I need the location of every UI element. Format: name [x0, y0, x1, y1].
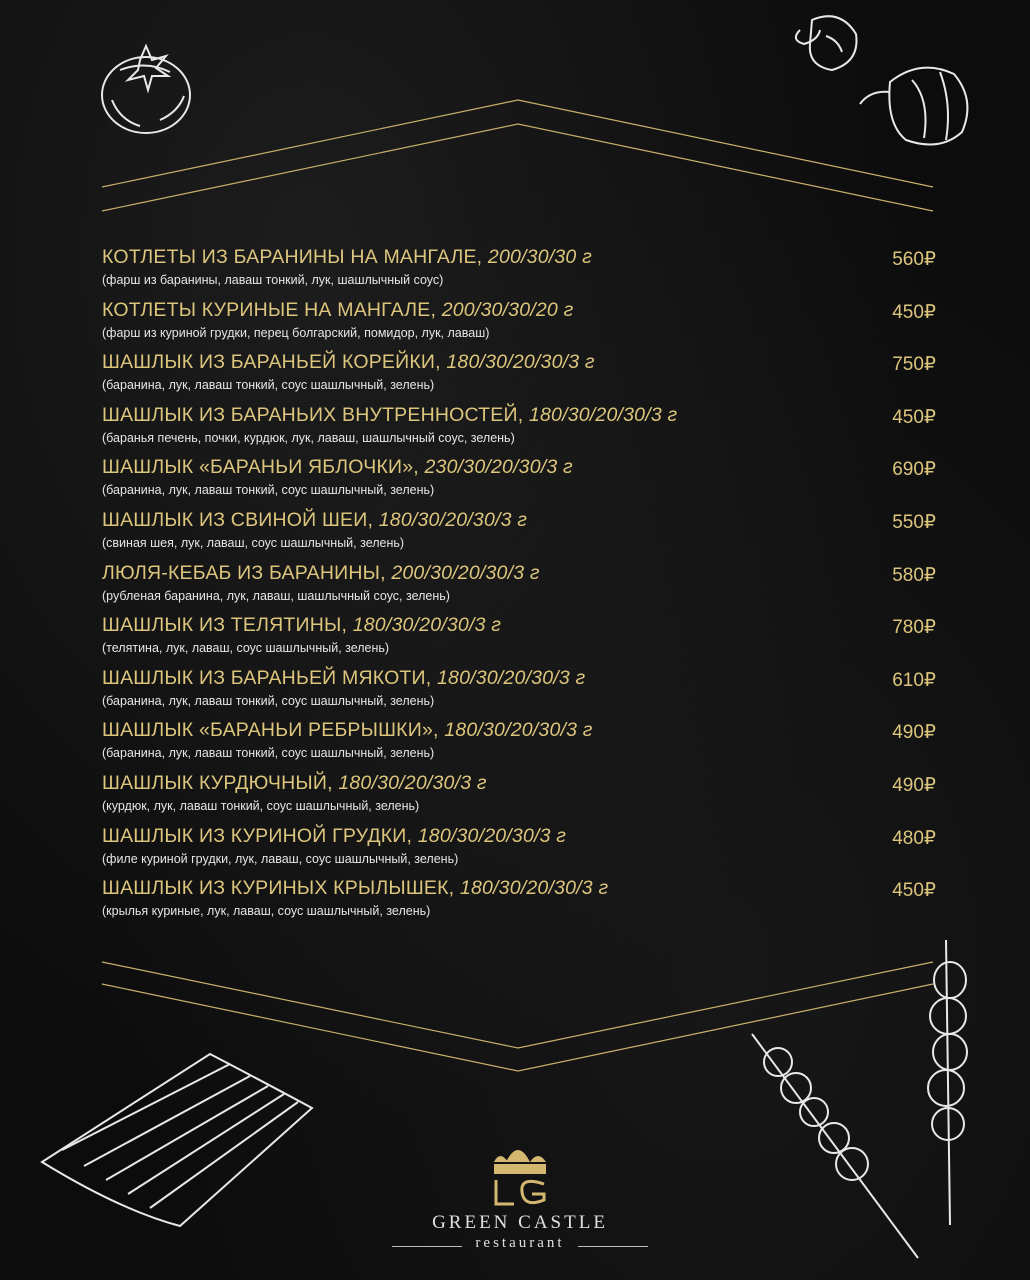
ribs-icon — [42, 1054, 312, 1226]
menu-item — [102, 772, 936, 825]
menu-item — [102, 614, 936, 667]
item-weight: 200/30/30 г — [487, 246, 592, 268]
menu-item — [102, 562, 936, 615]
mushroom-icon — [796, 16, 857, 70]
skewer-icon — [928, 940, 967, 1225]
item-name: ШАШЛЫК ИЗ КУРИНЫХ КРЫЛЫШЕК, — [102, 877, 455, 900]
item-title — [102, 719, 593, 742]
item-name: ШАШЛЫК ИЗ ТЕЛЯТИНЫ, — [102, 614, 348, 637]
item-price: 610₽ — [892, 669, 936, 691]
item-price: 550₽ — [892, 511, 936, 533]
item-price: 490₽ — [892, 722, 936, 744]
item-title — [102, 667, 585, 690]
menu-item — [102, 299, 936, 352]
item-name: ШАШЛЫК ИЗ БАРАНЬЕЙ КОРЕЙКИ, — [102, 351, 441, 374]
menu-item — [102, 404, 936, 457]
item-description: (баранина, лук, лаваш тонкий, соус шашлычный, зелень) — [102, 746, 435, 761]
castle-logo-icon — [494, 1150, 546, 1174]
pepper-icon — [860, 68, 967, 145]
brand-name: GREEN CASTLE — [432, 1212, 608, 1233]
item-description: (телятина, лук, лаваш, соус шашлычный, зелень) — [102, 641, 390, 656]
brand-divider-right — [578, 1246, 648, 1247]
item-name: ШАШЛЫК «БАРАНЬИ РЕБРЫШКИ», — [102, 719, 439, 742]
item-weight: 180/30/20/30/3 г — [437, 666, 586, 689]
item-title — [102, 877, 608, 900]
item-price: 690₽ — [892, 459, 936, 481]
menu-item — [102, 877, 936, 930]
item-description: (рубленая баранина, лук, лаваш, шашлычный соус, зелень) — [102, 588, 450, 603]
menu-item — [102, 351, 936, 404]
item-title — [102, 772, 487, 795]
item-weight: 180/30/20/30/3 г — [352, 614, 502, 637]
item-description: (баранина, лук, лаваш тонкий, соус шашлычный, зелень) — [102, 378, 435, 393]
menu-list — [102, 246, 936, 930]
item-weight: 180/30/20/30/3 г — [459, 877, 609, 900]
item-weight: 180/30/20/30/3 г — [417, 824, 567, 847]
item-description: (фарш из баранины, лаваш тонкий, лук, шашлычный соус) — [102, 273, 444, 287]
menu-item — [102, 825, 936, 878]
item-weight: 180/30/20/30/3 г — [528, 403, 678, 426]
item-weight: 180/30/20/30/3 г — [446, 351, 595, 374]
menu-item — [102, 509, 936, 562]
item-price: 480₽ — [892, 827, 936, 849]
item-description: (курдюк, лук, лаваш тонкий, соус шашлычный, зелень) — [102, 798, 420, 813]
item-title — [102, 562, 540, 585]
item-price: 780₽ — [892, 617, 936, 639]
item-weight: 180/30/20/30/3 г — [378, 508, 528, 531]
skewer-icon — [752, 1034, 918, 1258]
item-title — [102, 456, 573, 479]
item-title — [102, 614, 501, 637]
item-price: 560₽ — [892, 249, 936, 270]
item-title — [102, 299, 573, 322]
item-name: ШАШЛЫК ИЗ КУРИНОЙ ГРУДКИ, — [102, 824, 413, 847]
item-description: (баранья печень, почки, курдюк, лук, лаваш, шашлычный соус, зелень) — [102, 430, 515, 445]
item-title — [102, 246, 592, 269]
menu-item — [102, 456, 936, 509]
item-weight: 200/30/30/20 г — [441, 298, 574, 321]
item-weight: 180/30/20/30/3 г — [444, 719, 593, 742]
item-weight: 180/30/20/30/3 г — [338, 771, 487, 794]
item-name: КОТЛЕТЫ ИЗ БАРАНИНЫ НА МАНГАЛЕ, — [102, 246, 483, 268]
item-description: (фарш из куриной грудки, перец болгарский, помидор, лук, лаваш) — [102, 325, 490, 340]
item-description: (свиная шея, лук, лаваш, соус шашлычный, зелень) — [102, 535, 405, 550]
menu-item — [102, 246, 936, 299]
castle-logo-letters — [496, 1180, 544, 1204]
top-divider — [102, 100, 933, 211]
item-description: (филе куриной грудки, лук, лаваш, соус шашлычный, зелень) — [102, 851, 459, 866]
item-name: ШАШЛЫК ИЗ СВИНОЙ ШЕИ, — [102, 508, 374, 531]
item-price: 750₽ — [892, 354, 936, 376]
menu-item — [102, 719, 936, 772]
item-weight: 200/30/20/30/3 г — [391, 561, 540, 584]
item-description: (баранина, лук, лаваш тонкий, соус шашлычный, зелень) — [102, 483, 435, 498]
item-price: 450₽ — [892, 880, 936, 902]
item-description: (крылья куриные, лук, лаваш, соус шашлычный, зелень) — [102, 904, 431, 919]
bottom-divider — [102, 962, 933, 1071]
item-name: ШАШЛЫК ИЗ БАРАНЬИХ ВНУТРЕННОСТЕЙ, — [102, 403, 524, 426]
item-name: ШАШЛЫК КУРДЮЧНЫЙ, — [102, 771, 333, 794]
item-description: (баранина, лук, лаваш тонкий, соус шашлычный, зелень) — [102, 693, 435, 708]
item-price: 450₽ — [892, 301, 936, 323]
tomato-icon — [102, 46, 190, 133]
item-name: ШАШЛЫК ИЗ БАРАНЬЕЙ МЯКОТИ, — [102, 666, 432, 689]
item-name: ШАШЛЫК «БАРАНЬИ ЯБЛОЧКИ», — [102, 456, 419, 479]
item-price: 580₽ — [892, 564, 936, 586]
item-name: ЛЮЛЯ-КЕБАБ ИЗ БАРАНИНЫ, — [102, 561, 386, 584]
item-name: КОТЛЕТЫ КУРИНЫЕ НА МАНГАЛЕ, — [102, 298, 437, 321]
item-title — [102, 825, 566, 848]
item-title — [102, 351, 595, 374]
item-title — [102, 509, 527, 532]
menu-item — [102, 667, 936, 720]
item-weight: 230/30/20/30/3 г — [424, 456, 573, 479]
item-price: 490₽ — [892, 774, 936, 796]
brand-subtitle: restaurant — [475, 1235, 565, 1251]
item-price: 450₽ — [892, 406, 936, 428]
item-title — [102, 404, 677, 427]
